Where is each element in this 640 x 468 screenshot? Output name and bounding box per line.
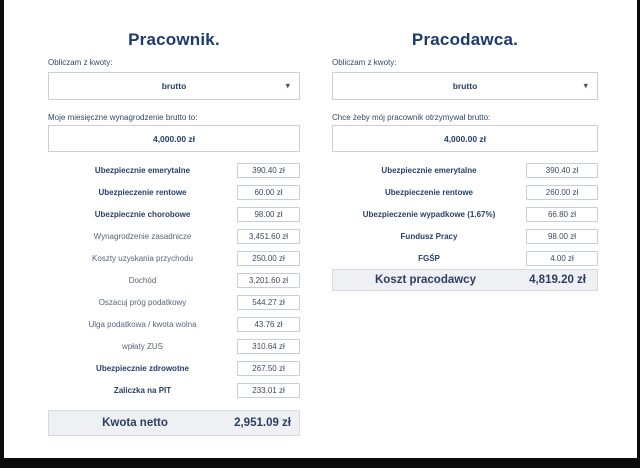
table-row	[48, 269, 300, 291]
row-value-box: 267.50 zł	[237, 361, 300, 376]
row-label: Ubezpiecznie zdrowotne	[96, 363, 189, 373]
row-label: Dochód	[128, 275, 157, 285]
row-value-box: 98.00 zł	[237, 207, 300, 222]
employer-calc-from-label: Obliczam z kwoty:	[332, 58, 397, 67]
row-value-box: 544.27 zł	[237, 295, 300, 310]
table-row	[332, 247, 598, 269]
row-value-box: 390.40 zł	[237, 163, 300, 178]
row-label: Ubezpiecznie emerytalne	[381, 165, 477, 175]
row-value-box: 4.00 zł	[526, 251, 598, 266]
row-label: FGŚP	[418, 253, 440, 263]
table-row	[48, 313, 300, 335]
employee-amount-type-select[interactable]	[48, 72, 300, 100]
employee-calc-from-label: Obliczam z kwoty:	[48, 58, 113, 67]
row-label: Ubezpiecznie chorobowe	[94, 209, 191, 219]
employer-amount-type-value: brutto	[452, 81, 478, 91]
employee-breakdown-rows	[48, 159, 300, 401]
table-row	[48, 225, 300, 247]
employee-gross-input[interactable]	[48, 125, 300, 152]
employer-breakdown-rows	[332, 159, 598, 269]
row-label: Oszacuj próg podatkowy	[98, 297, 187, 307]
row-value-box: 98.00 zł	[526, 229, 598, 244]
table-row	[332, 225, 598, 247]
screenshot-border-bottom	[0, 458, 640, 468]
row-label: Ubezpiecznie emerytalne	[94, 165, 191, 175]
employee-amount-type-value: brutto	[161, 81, 187, 91]
row-label: Koszty uzyskania przychodu	[92, 253, 193, 263]
net-amount-label: Kwota netto	[102, 417, 168, 429]
table-row	[48, 247, 300, 269]
row-value-box: 260.00 zł	[526, 185, 598, 200]
employer-gross-input[interactable]	[332, 125, 598, 152]
employee-title: Pracownik.	[128, 30, 220, 49]
chevron-down-icon: ▾	[583, 80, 588, 91]
row-label: Fundusz Pracy	[400, 231, 458, 241]
row-label: Zaliczka na PIT	[113, 385, 172, 395]
table-row	[48, 159, 300, 181]
table-row	[332, 203, 598, 225]
row-value-box: 3,451.60 zł	[237, 229, 300, 244]
table-row	[48, 357, 300, 379]
table-row	[48, 203, 300, 225]
employer-cost-label: Koszt pracodawcy	[375, 274, 476, 286]
employee-panel	[48, 0, 300, 436]
row-value-box: 3,201.60 zł	[237, 273, 300, 288]
table-row	[332, 159, 598, 181]
row-value-box: 250.00 zł	[237, 251, 300, 266]
row-value-box: 60.00 zł	[237, 185, 300, 200]
table-row	[48, 291, 300, 313]
row-value-box: 310.64 zł	[237, 339, 300, 354]
table-row	[332, 181, 598, 203]
table-row	[48, 335, 300, 357]
row-label: Ubezpieczenie rentowe	[98, 187, 187, 197]
row-value-box: 390.40 zł	[526, 163, 598, 178]
row-value-box: 233.01 zł	[237, 383, 300, 398]
row-label: Ubezpieczenie wypadkowe (1.67%)	[362, 209, 496, 219]
employer-panel	[332, 0, 598, 291]
row-value-box: 43.76 zł	[237, 317, 300, 332]
employee-net-summary	[48, 410, 300, 436]
net-amount-value: 2,951.09 zł	[234, 417, 291, 429]
employer-title: Pracodawca.	[411, 30, 519, 49]
employee-gross-label: Moje miesięczne wynagrodzenie brutto to:	[48, 113, 198, 122]
screenshot-border-left	[0, 0, 4, 468]
employer-gross-label: Chce żeby mój pracownik otrzymywał brutto:	[332, 113, 491, 122]
chevron-down-icon: ▾	[285, 80, 290, 91]
employer-amount-type-select[interactable]	[332, 72, 598, 100]
row-value-box: 66.80 zł	[526, 207, 598, 222]
table-row	[48, 379, 300, 401]
employer-cost-value: 4,819.20 zł	[529, 274, 586, 286]
row-label: Ulga podatkowa / kwota wolna	[88, 319, 197, 329]
employer-cost-summary	[332, 269, 598, 291]
row-label: wpłaty ZUS	[122, 341, 163, 351]
table-row	[48, 181, 300, 203]
row-label: Ubezpieczenie rentowe	[384, 187, 474, 197]
row-label: Wynagrodzenie zasadnicze	[93, 231, 192, 241]
